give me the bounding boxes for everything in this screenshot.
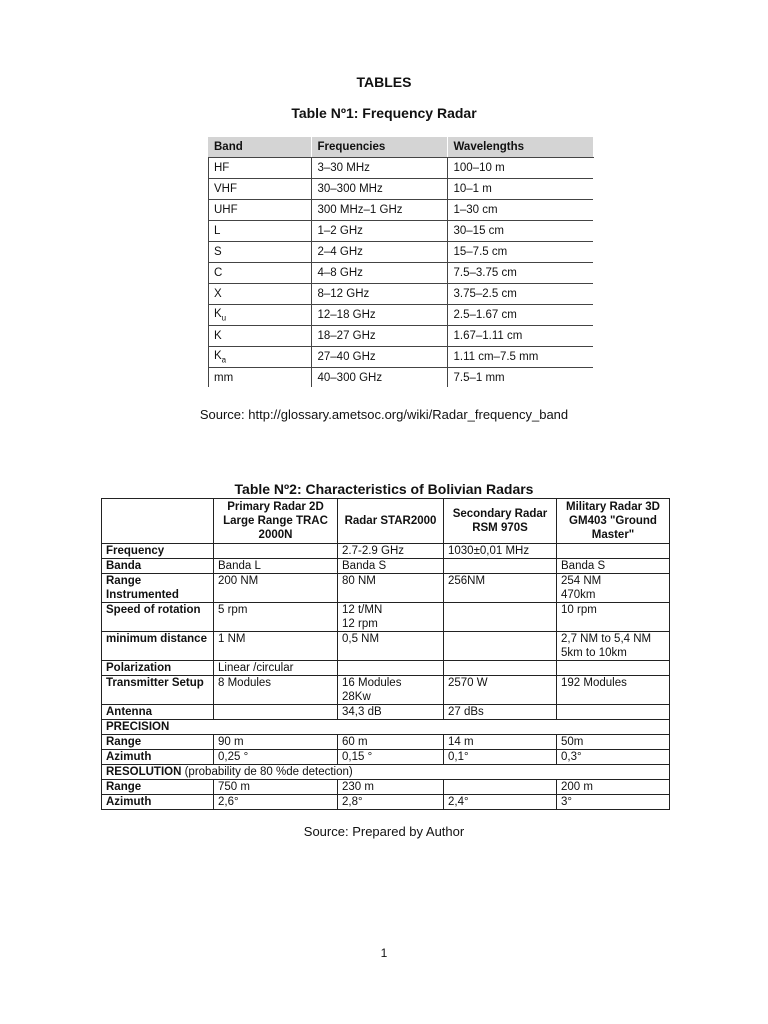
table2-cell: 0,5 NM	[338, 632, 444, 661]
page-number: 1	[380, 946, 388, 960]
table1-source: Source: http://glossary.ametsoc.org/wiki/Radar_frequency_band	[199, 407, 569, 422]
table2-cell: 2570 W	[444, 676, 557, 705]
table2-cell: 27 dBs	[444, 705, 557, 720]
table2-cell: 1030±0,01 MHz	[444, 544, 557, 559]
table1-header-wavelengths: Wavelengths	[447, 137, 593, 158]
table2-cell: 2,8°	[338, 795, 444, 810]
table2-header-rsm: Secondary Radar RSM 970S	[444, 499, 557, 544]
table1-cell-frequency: 300 MHz–1 GHz	[311, 200, 447, 221]
table2-cell: 2,6°	[214, 795, 338, 810]
table2-cell: 5 rpm	[214, 603, 338, 632]
table2-cell	[214, 544, 338, 559]
table2-cell	[444, 559, 557, 574]
table2-row	[102, 795, 670, 810]
table1-cell-frequency: 12–18 GHz	[311, 305, 447, 326]
table1-cell-frequency: 8–12 GHz	[311, 284, 447, 305]
table2-cell: 10 rpm	[557, 603, 670, 632]
table2-cell: 8 Modules	[214, 676, 338, 705]
table2-cell: 230 m	[338, 780, 444, 795]
table1-row	[208, 263, 593, 284]
table2-cell: 34,3 dB	[338, 705, 444, 720]
table1-row	[208, 368, 593, 388]
table2-cell	[444, 661, 557, 676]
table2-cell: 254 NM 470km	[557, 574, 670, 603]
table2-row	[102, 780, 670, 795]
table2-cell: 16 Modules 28Kw	[338, 676, 444, 705]
table1-row	[208, 284, 593, 305]
document-heading: TABLES	[356, 74, 412, 90]
table2-row-label: Frequency	[102, 544, 214, 559]
table1-row	[208, 221, 593, 242]
table1-cell-frequency: 2–4 GHz	[311, 242, 447, 263]
table1-title: Table Nº1: Frequency Radar	[291, 105, 477, 121]
table1-cell-band: X	[208, 284, 311, 305]
table1-cell-band: K	[208, 326, 311, 347]
table1-cell-frequency: 1–2 GHz	[311, 221, 447, 242]
table1-cell-frequency: 18–27 GHz	[311, 326, 447, 347]
table1-header-band: Band	[208, 137, 311, 158]
table2-cell: 0,25 °	[214, 750, 338, 765]
table1-header-row	[208, 137, 593, 158]
table1-cell-band: C	[208, 263, 311, 284]
table2-cell: Banda S	[338, 559, 444, 574]
table2-cell: Linear /circular	[214, 661, 338, 676]
table1-cell-frequency: 40–300 GHz	[311, 368, 447, 388]
table2-row-label: Transmitter Setup	[102, 676, 214, 705]
table1-row	[208, 347, 593, 368]
table1-row	[208, 179, 593, 200]
resolution-section	[102, 765, 670, 780]
table2-row	[102, 544, 670, 559]
table1-header-frequencies: Frequencies	[311, 137, 447, 158]
table2-header-star: Radar STAR2000	[338, 499, 444, 544]
bolivian-radars-table	[101, 498, 670, 810]
table1-cell-frequency: 4–8 GHz	[311, 263, 447, 284]
table2-row	[102, 559, 670, 574]
table2-title: Table Nº2: Characteristics of Bolivian Radars	[234, 481, 534, 497]
table1-row	[208, 200, 593, 221]
table2-cell: 200 m	[557, 780, 670, 795]
table2-cell: 14 m	[444, 735, 557, 750]
table2-row	[102, 574, 670, 603]
table2-cell: 12 t/MN 12 rpm	[338, 603, 444, 632]
precision-section-label: PRECISION	[102, 720, 670, 735]
table2-row	[102, 705, 670, 720]
table2-cell: 2,4°	[444, 795, 557, 810]
table2-cell	[444, 603, 557, 632]
table2-cell: 50m	[557, 735, 670, 750]
table2-row-label: Range	[102, 735, 214, 750]
table2-cell	[444, 632, 557, 661]
table2-cell: 2,7 NM to 5,4 NM 5km to 10km	[557, 632, 670, 661]
table1-cell-frequency: 30–300 MHz	[311, 179, 447, 200]
table1-row	[208, 242, 593, 263]
table2-cell: 90 m	[214, 735, 338, 750]
table1-cell-band: $K_u$	[208, 305, 311, 326]
table2-row-label: Polarization	[102, 661, 214, 676]
table1-cell-band: S	[208, 242, 311, 263]
table2-cell: 1 NM	[214, 632, 338, 661]
table2-cell	[557, 661, 670, 676]
table1-cell-wavelength: 1.67–1.11 cm	[447, 326, 593, 347]
table2-row-label: Azimuth	[102, 750, 214, 765]
table2-cell: 750 m	[214, 780, 338, 795]
table2-cell: 60 m	[338, 735, 444, 750]
table2-cell: 192 Modules	[557, 676, 670, 705]
table2-header-gm403: Military Radar 3D GM403 "Ground Master"	[557, 499, 670, 544]
table2-cell: 80 NM	[338, 574, 444, 603]
table1-cell-frequency: 3–30 MHz	[311, 158, 447, 179]
table2-cell: 2.7-2.9 GHz	[338, 544, 444, 559]
table2-row-label: Azimuth	[102, 795, 214, 810]
table1-cell-wavelength: 100–10 m	[447, 158, 593, 179]
precision-section	[102, 720, 670, 735]
table2-source: Source: Prepared by Author	[303, 824, 465, 839]
table2-cell: Banda L	[214, 559, 338, 574]
table2-row	[102, 750, 670, 765]
table2-header-trac: Primary Radar 2D Large Range TRAC 2000N	[214, 499, 338, 544]
table1-cell-wavelength: 2.5–1.67 cm	[447, 305, 593, 326]
table2-row-label: Antenna	[102, 705, 214, 720]
table1-cell-band: VHF	[208, 179, 311, 200]
table1-cell-frequency: 27–40 GHz	[311, 347, 447, 368]
table1-cell-band: $K_a$	[208, 347, 311, 368]
table1-cell-wavelength: 7.5–1 mm	[453, 371, 505, 384]
table2-row	[102, 661, 670, 676]
table2-row	[102, 632, 670, 661]
table2-cell: Banda S	[557, 559, 670, 574]
table1-cell-band: UHF	[208, 200, 311, 221]
table2-row-label: Speed of rotation	[102, 603, 214, 632]
table1-cell-wavelength: 10–1 m	[447, 179, 593, 200]
table1-cell-wavelength: 15–7.5 cm	[447, 242, 593, 263]
table2-row-label: minimum distance	[102, 632, 214, 661]
table1-cell-band: L	[208, 221, 311, 242]
resolution-section-note: (probability de 80 %de detection)	[184, 766, 353, 778]
table1-cell-wavelength: 1–30 cm	[447, 200, 593, 221]
table1-cell-wavelength: 1.11 cm–7.5 mm	[447, 347, 593, 368]
table2-cell	[214, 705, 338, 720]
table1-row	[208, 326, 593, 347]
table2-row	[102, 735, 670, 750]
table2-header-row	[102, 499, 670, 544]
table2-cell: 256NM	[444, 574, 557, 603]
table1-cell-wavelength: 30–15 cm	[447, 221, 593, 242]
table2-cell	[338, 661, 444, 676]
table1-row	[208, 158, 593, 179]
table2-cell	[557, 544, 670, 559]
table2-header-empty	[102, 499, 214, 544]
table1-cell-wavelength: 7.5–3.75 cm	[447, 263, 593, 284]
resolution-section-label: RESOLUTION (probability de 80 %de detection)	[102, 765, 670, 780]
table2-cell	[557, 705, 670, 720]
table2-row	[102, 603, 670, 632]
frequency-radar-table	[208, 137, 594, 387]
table2-row-label: Range	[102, 780, 214, 795]
table2-cell: 200 NM	[214, 574, 338, 603]
table1-cell-band: HF	[208, 158, 311, 179]
table2-row	[102, 676, 670, 705]
table2-cell: 0,15 °	[338, 750, 444, 765]
table1-row	[208, 305, 593, 326]
table2-cell: 0,3°	[557, 750, 670, 765]
table1-cell-band: mm	[208, 368, 311, 388]
table2-row-label: Range Instrumented	[102, 574, 214, 603]
table2-row-label: Banda	[102, 559, 214, 574]
table2-cell: 3°	[557, 795, 670, 810]
table1-cell-wavelength: 3.75–2.5 cm	[447, 284, 593, 305]
table2-cell	[444, 780, 557, 795]
table2-cell: 0,1°	[444, 750, 557, 765]
